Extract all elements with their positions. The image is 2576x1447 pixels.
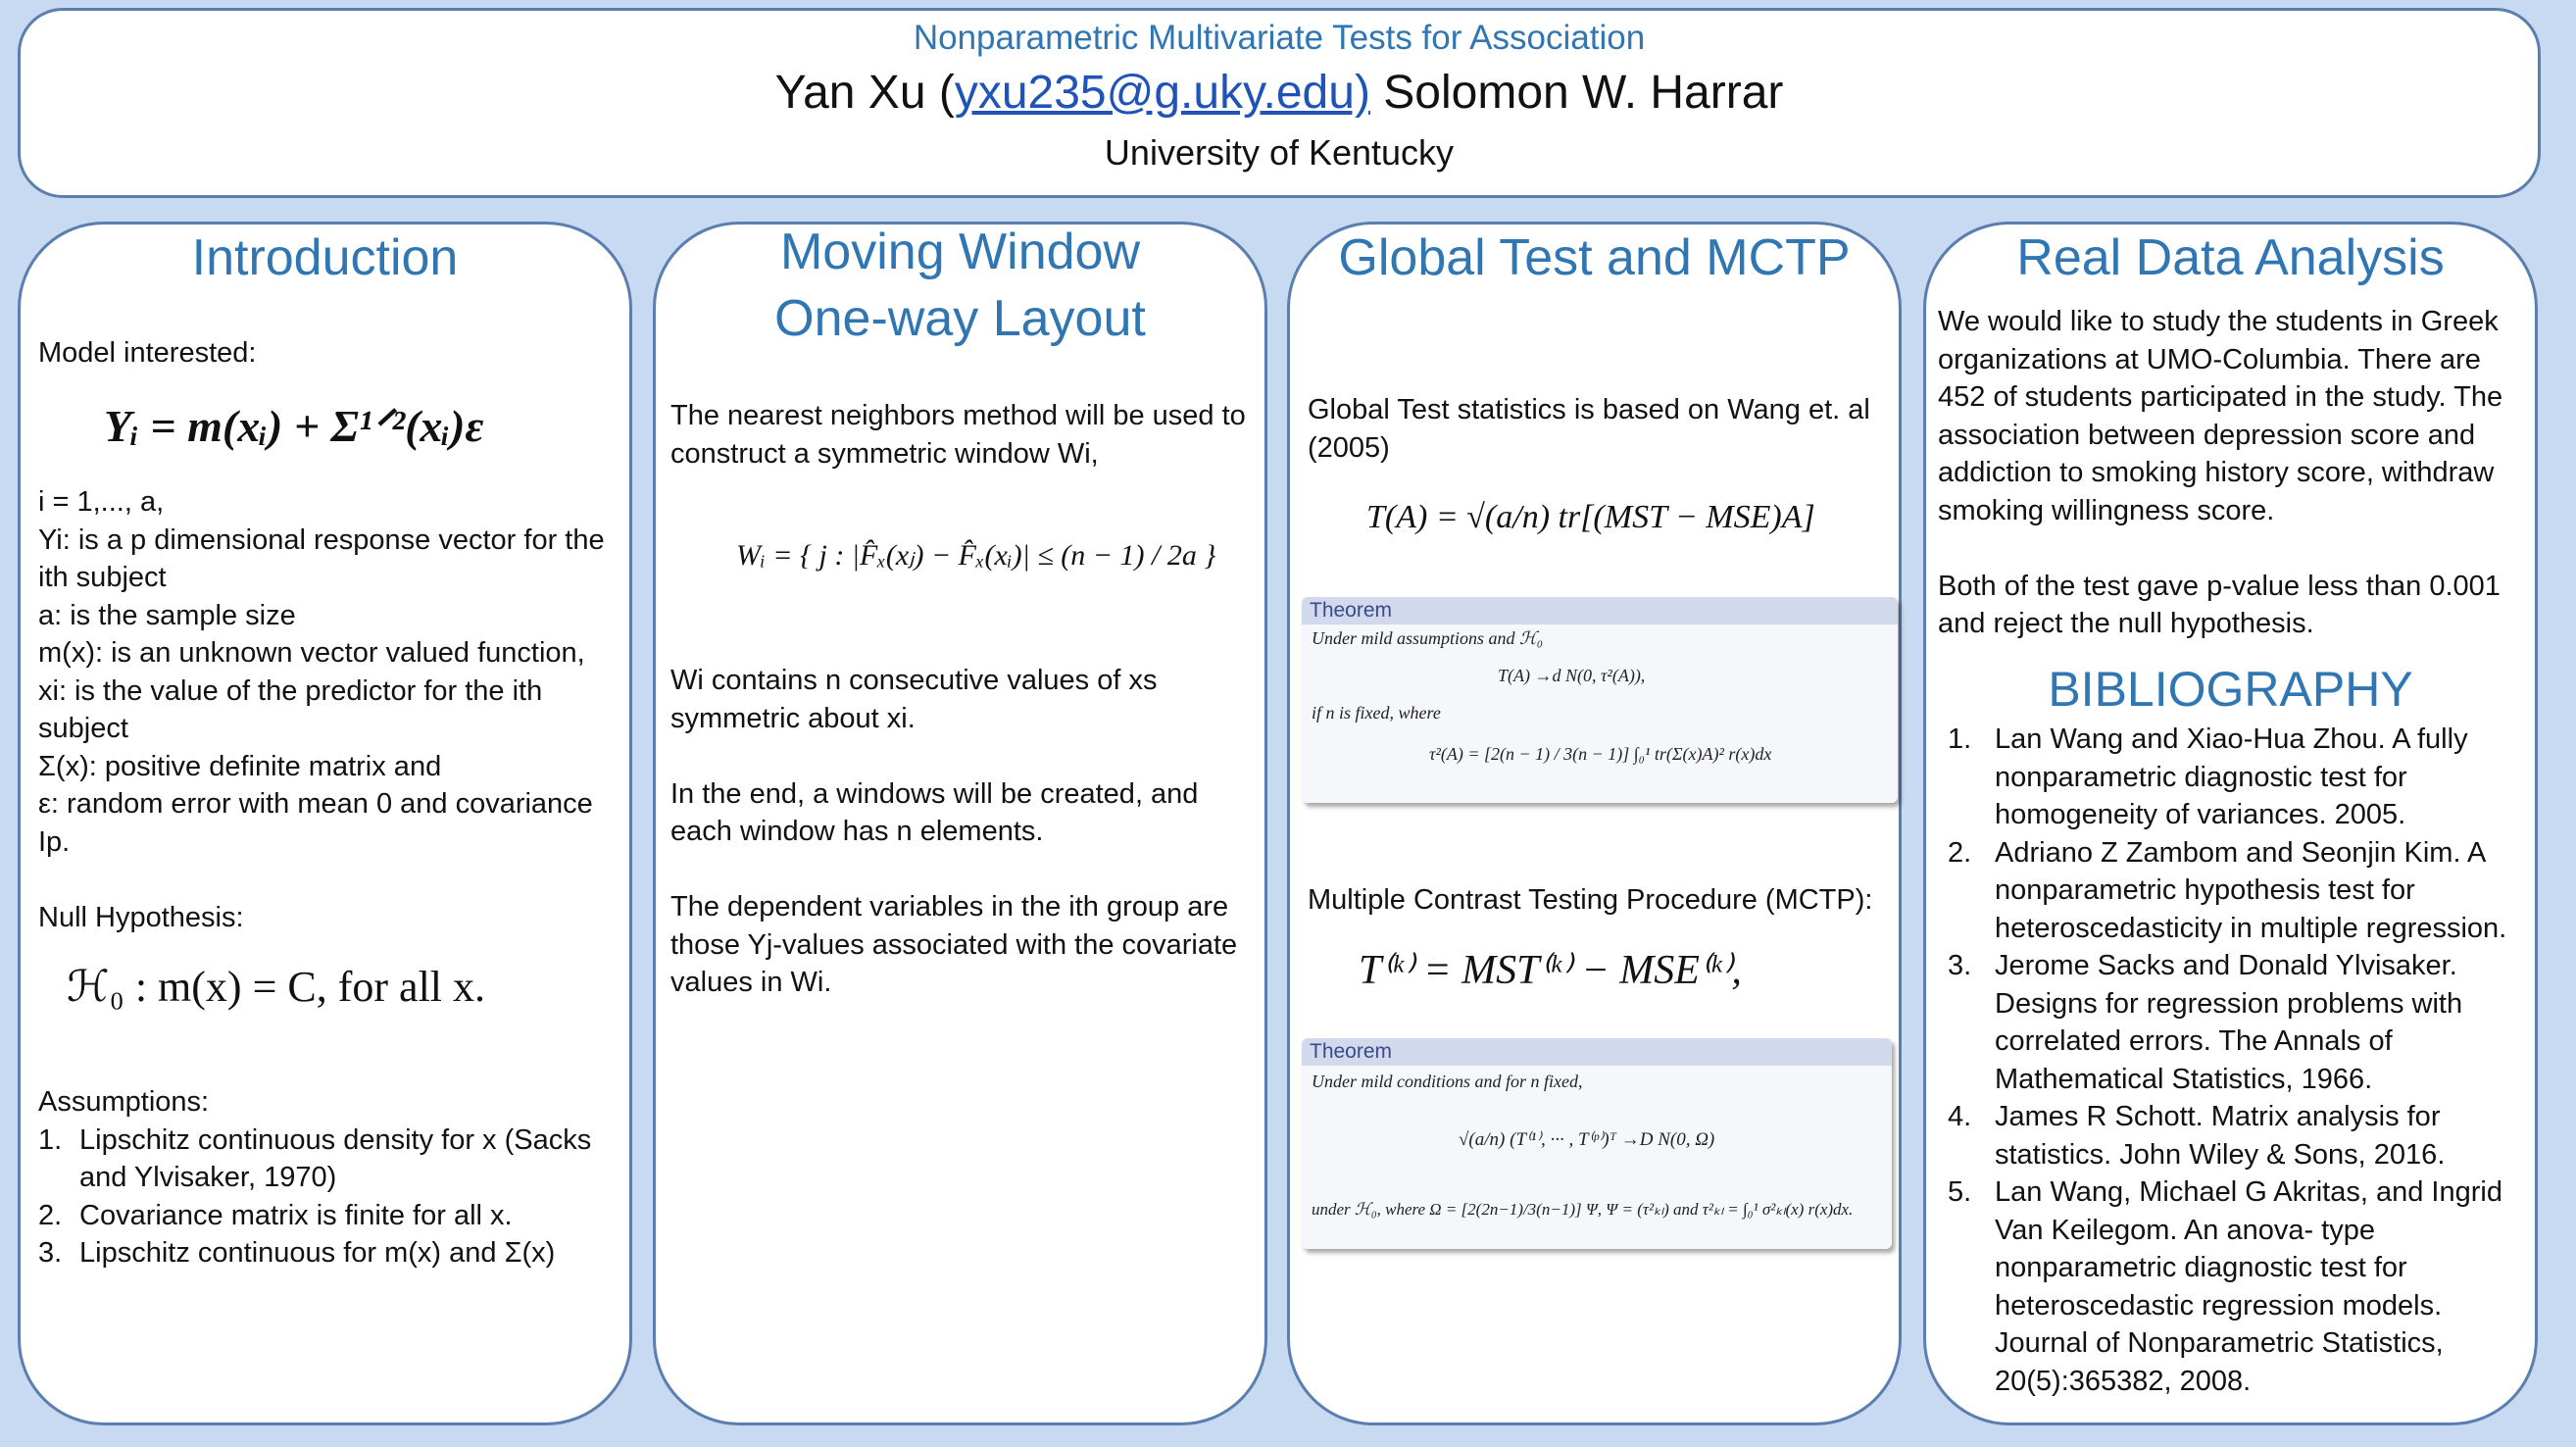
theorem-box-1: Theorem Under mild assumptions and ℋ₀ T(A) →d N(0, τ²(A)), if n is fixed, where τ²(A) = [2(n − 1) / 3(n − 1)] ∫₀¹ tr(Σ(x)A)² r(x)dx [1302, 597, 1898, 803]
list-item: 4. James R Schott. Matrix analysis for statistics. John Wiley & Sons, 2016. [1948, 1101, 2446, 1171]
bibliography [1938, 721, 2536, 1400]
model-equation: Yᵢ = m(xᵢ) + Σ¹ᐟ²(xᵢ)ε [104, 401, 484, 451]
real-data-panel [1923, 222, 2538, 1425]
bibliography-list [1938, 721, 2536, 1400]
window-intro-text: The nearest neighbors method will be used to construct a symmetric window Wi, [670, 400, 1246, 470]
null-hypothesis-label: Null Hypothesis: [38, 901, 244, 933]
list-item: 1. Lan Wang and Xiao-Hua Zhou. A fully nonparametric diagnostic test for homogeneity of variances. 2005. [1948, 724, 2468, 830]
list-item: 1. Lipschitz continuous density for x (Sacks and Ylvisaker, 1970) [38, 1123, 592, 1193]
definition-line: Σ(x): positive definite matrix and [38, 750, 442, 782]
window-description: Wi contains n consecutive values of xs symmetric about xi. In the end, a windows will be created, and each window has n elements. The dependent variables in the ith group are those Yj-values associated with the covariate values in Wi. [670, 665, 1238, 998]
global-test-panel [1287, 222, 1902, 1425]
window-equation: Wᵢ = { j : |F̂ₓ(xⱼ) − F̂ₓ(xᵢ)| ≤ (n − 1) / 2a } [736, 539, 1216, 572]
poster-title: Nonparametric Multivariate Tests for Association [913, 19, 1646, 57]
definition-line: ith subject [38, 562, 167, 593]
mctp-equation: T⁽ᵏ⁾ = MST⁽ᵏ⁾ − MSE⁽ᵏ⁾, [1359, 948, 1742, 993]
poster-header [18, 8, 2541, 198]
author-2: Solomon W. Harrar [1369, 67, 1784, 119]
null-hypothesis-equation: ℋ₀ : m(x) = C, for all x. [67, 963, 486, 1011]
email-link[interactable]: yxu235@g.uky.edu) [954, 67, 1370, 119]
global-test-text: Global Test statistics is based on Wang et. al (2005) [1308, 394, 1870, 464]
assumptions-label: Assumptions: [38, 1086, 210, 1118]
introduction-title: Introduction [191, 229, 459, 286]
global-test-equation: T(A) = √(a/n) tr[(MST − MSE)A] [1366, 499, 1815, 535]
theorem-heading: Theorem [1302, 1038, 1892, 1066]
assumptions-list [38, 1122, 617, 1272]
definition-line: a: is the sample size [38, 599, 296, 631]
definition-line: Yi: is a p dimensional response vector for the [38, 524, 605, 556]
definition-line: Ip. [38, 825, 71, 858]
definition-line: subject [38, 713, 128, 744]
moving-window-panel [653, 222, 1267, 1425]
theorem-heading: Theorem [1302, 597, 1898, 624]
author-1: Yan Xu ( [774, 67, 955, 119]
real-data-text: We would like to study the students in Greek organizations at UMO-Columbia. There are 452 of students participated in the study. The association between depression score and addiction to smoking history score, withdraw smoking willingness score. Both of the test gave p-value less than 0.001 and reject the null hypothesis. [1938, 306, 2503, 639]
definition-line: i = 1,..., a, [38, 486, 165, 518]
affiliation: University of Kentucky [1104, 132, 1455, 173]
introduction-panel [18, 222, 632, 1425]
list-item: 2. Covariance matrix is finite for all x. [38, 1199, 513, 1231]
definition-line: xi: is the value of the predictor for the ith [38, 674, 543, 707]
global-test-title: Global Test and MCTP [1338, 229, 1851, 286]
list-item: 5. Lan Wang, Michael G Akritas, and Ingrid Van Keilegom. An anova- type nonparametric diagnostic test for heteroscedastic regression models. Journal of Nonparametric Statistics, 20(5):365382, 2008. [1948, 1176, 2502, 1397]
mctp-label: Multiple Contrast Testing Procedure (MCTP): [1308, 884, 1873, 916]
definition-line: m(x): is an unknown vector valued function, [38, 637, 585, 669]
moving-window-title: Moving Window One-way Layout [774, 224, 1146, 347]
bibliography-title: BIBLIOGRAPHY [2048, 662, 2413, 717]
list-item: 3. Lipschitz continuous for m(x) and Σ(x) [38, 1237, 556, 1269]
list-item: 3. Jerome Sacks and Donald Ylvisaker. Designs for regression problems with correlated errors. The Annals of Mathematical Statistics, 1966. [1948, 950, 2463, 1095]
list-item: 2. Adriano Z Zambom and Seonjin Kim. A nonparametric hypothesis test for heteroscedasticity in multiple regression. [1948, 836, 2507, 944]
intro-definitions [38, 483, 626, 936]
model-label: Model interested: [38, 337, 257, 369]
real-data-title: Real Data Analysis [2016, 229, 2445, 286]
theorem-box-2: Theorem Under mild conditions and for n fixed, √(a/n) (T⁽¹⁾, ··· , T⁽ᵖ⁾)ᵀ →D N(0, Ω) under ℋ₀, where Ω = [2(2n−1)/3(n−1)] Ψ, Ψ = (τ²ₖₗ) and τ²ₖₗ = ∫₀¹ σ²ₖₗ(x) r(x)dx. [1302, 1038, 1892, 1249]
assumptions [38, 1083, 617, 1272]
author-line [21, 66, 2538, 120]
definition-line: ε: random error with mean 0 and covariance [38, 788, 593, 820]
